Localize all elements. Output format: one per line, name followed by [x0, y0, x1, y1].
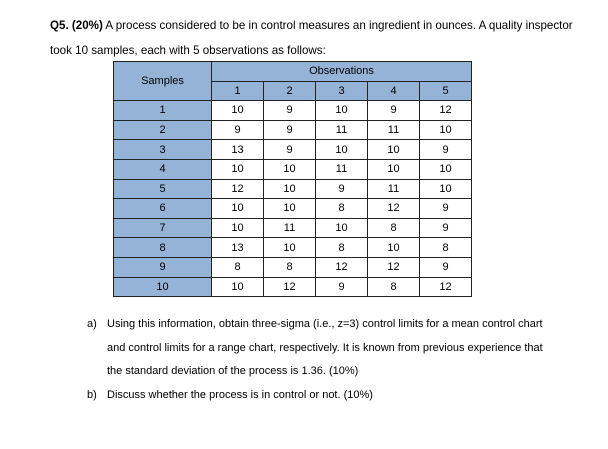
- observation-cell: 8: [368, 218, 420, 238]
- obs-col-header: 3: [316, 81, 368, 101]
- observations-table: [113, 61, 472, 297]
- observation-cell: 9: [420, 218, 472, 238]
- observation-cell: 10: [368, 238, 420, 258]
- observation-cell: 10: [316, 218, 368, 238]
- observation-cell: 8: [420, 238, 472, 258]
- sample-number-cell: 8: [114, 238, 212, 258]
- observation-cell: 11: [264, 218, 316, 238]
- sample-number-cell: 5: [114, 179, 212, 199]
- question-text: [50, 13, 590, 63]
- sample-number-cell: 9: [114, 257, 212, 277]
- observation-cell: 10: [368, 140, 420, 160]
- sample-number-cell: 2: [114, 120, 212, 140]
- observation-cell: 12: [264, 277, 316, 297]
- observation-cell: 9: [316, 179, 368, 199]
- part-b: [87, 384, 557, 408]
- observation-cell: 11: [316, 159, 368, 179]
- observation-cell: 8: [316, 199, 368, 219]
- observation-cell: 9: [264, 120, 316, 140]
- observation-cell: 10: [264, 159, 316, 179]
- observation-cell: 10: [212, 199, 264, 219]
- observation-cell: 12: [420, 277, 472, 297]
- observation-cell: 8: [316, 238, 368, 258]
- sample-number-cell: 3: [114, 140, 212, 160]
- table-row: [114, 101, 472, 121]
- obs-col-header: 2: [264, 81, 316, 101]
- table-body: [114, 101, 472, 297]
- samples-header: Samples: [114, 62, 212, 101]
- sample-number-cell: 7: [114, 218, 212, 238]
- observation-cell: 9: [316, 277, 368, 297]
- part-label: a): [87, 318, 97, 330]
- observation-cell: 10: [316, 101, 368, 121]
- observation-cell: 12: [420, 101, 472, 121]
- observation-cell: 12: [368, 199, 420, 219]
- observation-cell: 11: [368, 120, 420, 140]
- obs-col-header: 1: [212, 81, 264, 101]
- table-row: [114, 218, 472, 238]
- table-row: [114, 257, 472, 277]
- table-row: [114, 120, 472, 140]
- table-row: [114, 277, 472, 297]
- observation-cell: 12: [212, 179, 264, 199]
- observation-cell: 9: [420, 199, 472, 219]
- obs-col-header: 5: [420, 81, 472, 101]
- observation-cell: 13: [212, 238, 264, 258]
- question-body: A process considered to be in control measures an ingredient in ounces. A quality inspector took 10 samples, each with 5 observations as follows:: [50, 19, 573, 57]
- observation-cell: 10: [212, 101, 264, 121]
- observation-cell: 8: [368, 277, 420, 297]
- table-row: [114, 159, 472, 179]
- observation-cell: 9: [420, 140, 472, 160]
- observation-cell: 10: [420, 179, 472, 199]
- observation-cell: 9: [212, 120, 264, 140]
- sample-number-cell: 1: [114, 101, 212, 121]
- observation-cell: 10: [264, 199, 316, 219]
- observations-header: Observations: [212, 62, 472, 82]
- table-row: [114, 140, 472, 160]
- observation-cell: 13: [212, 140, 264, 160]
- part-text: Discuss whether the process is in control or not. (10%): [107, 388, 373, 401]
- observation-cell: 8: [264, 257, 316, 277]
- observation-cell: 9: [368, 101, 420, 121]
- sample-number-cell: 6: [114, 199, 212, 219]
- table-row: [114, 179, 472, 199]
- part-text: Using this information, obtain three-sigma (i.e., z=3) control limits for a mean control chart and control limits for a range chart, respectively. It is known from previous experience that the standard deviation of the process is 1.36. (10%): [107, 318, 543, 377]
- obs-col-header: 4: [368, 81, 420, 101]
- part-label: b): [87, 388, 97, 401]
- observation-cell: 9: [264, 101, 316, 121]
- observation-cell: 10: [264, 179, 316, 199]
- part-a: [87, 313, 557, 384]
- question-number: Q5. (20%): [50, 19, 103, 32]
- observation-cell: 10: [368, 159, 420, 179]
- question-parts: [87, 313, 557, 407]
- observation-cell: 10: [316, 140, 368, 160]
- observation-cell: 10: [420, 120, 472, 140]
- observation-cell: 11: [316, 120, 368, 140]
- sample-number-cell: 4: [114, 159, 212, 179]
- observation-cell: 8: [212, 257, 264, 277]
- table-row: [114, 199, 472, 219]
- observation-cell: 10: [212, 218, 264, 238]
- table-row: [114, 238, 472, 258]
- observation-cell: 12: [316, 257, 368, 277]
- observation-cell: 10: [420, 159, 472, 179]
- observation-cell: 10: [264, 238, 316, 258]
- observation-cell: 9: [264, 140, 316, 160]
- observation-cell: 11: [368, 179, 420, 199]
- observation-cell: 10: [212, 277, 264, 297]
- observation-cell: 10: [212, 159, 264, 179]
- observation-cell: 12: [368, 257, 420, 277]
- observation-cell: 9: [420, 257, 472, 277]
- sample-number-cell: 10: [114, 277, 212, 297]
